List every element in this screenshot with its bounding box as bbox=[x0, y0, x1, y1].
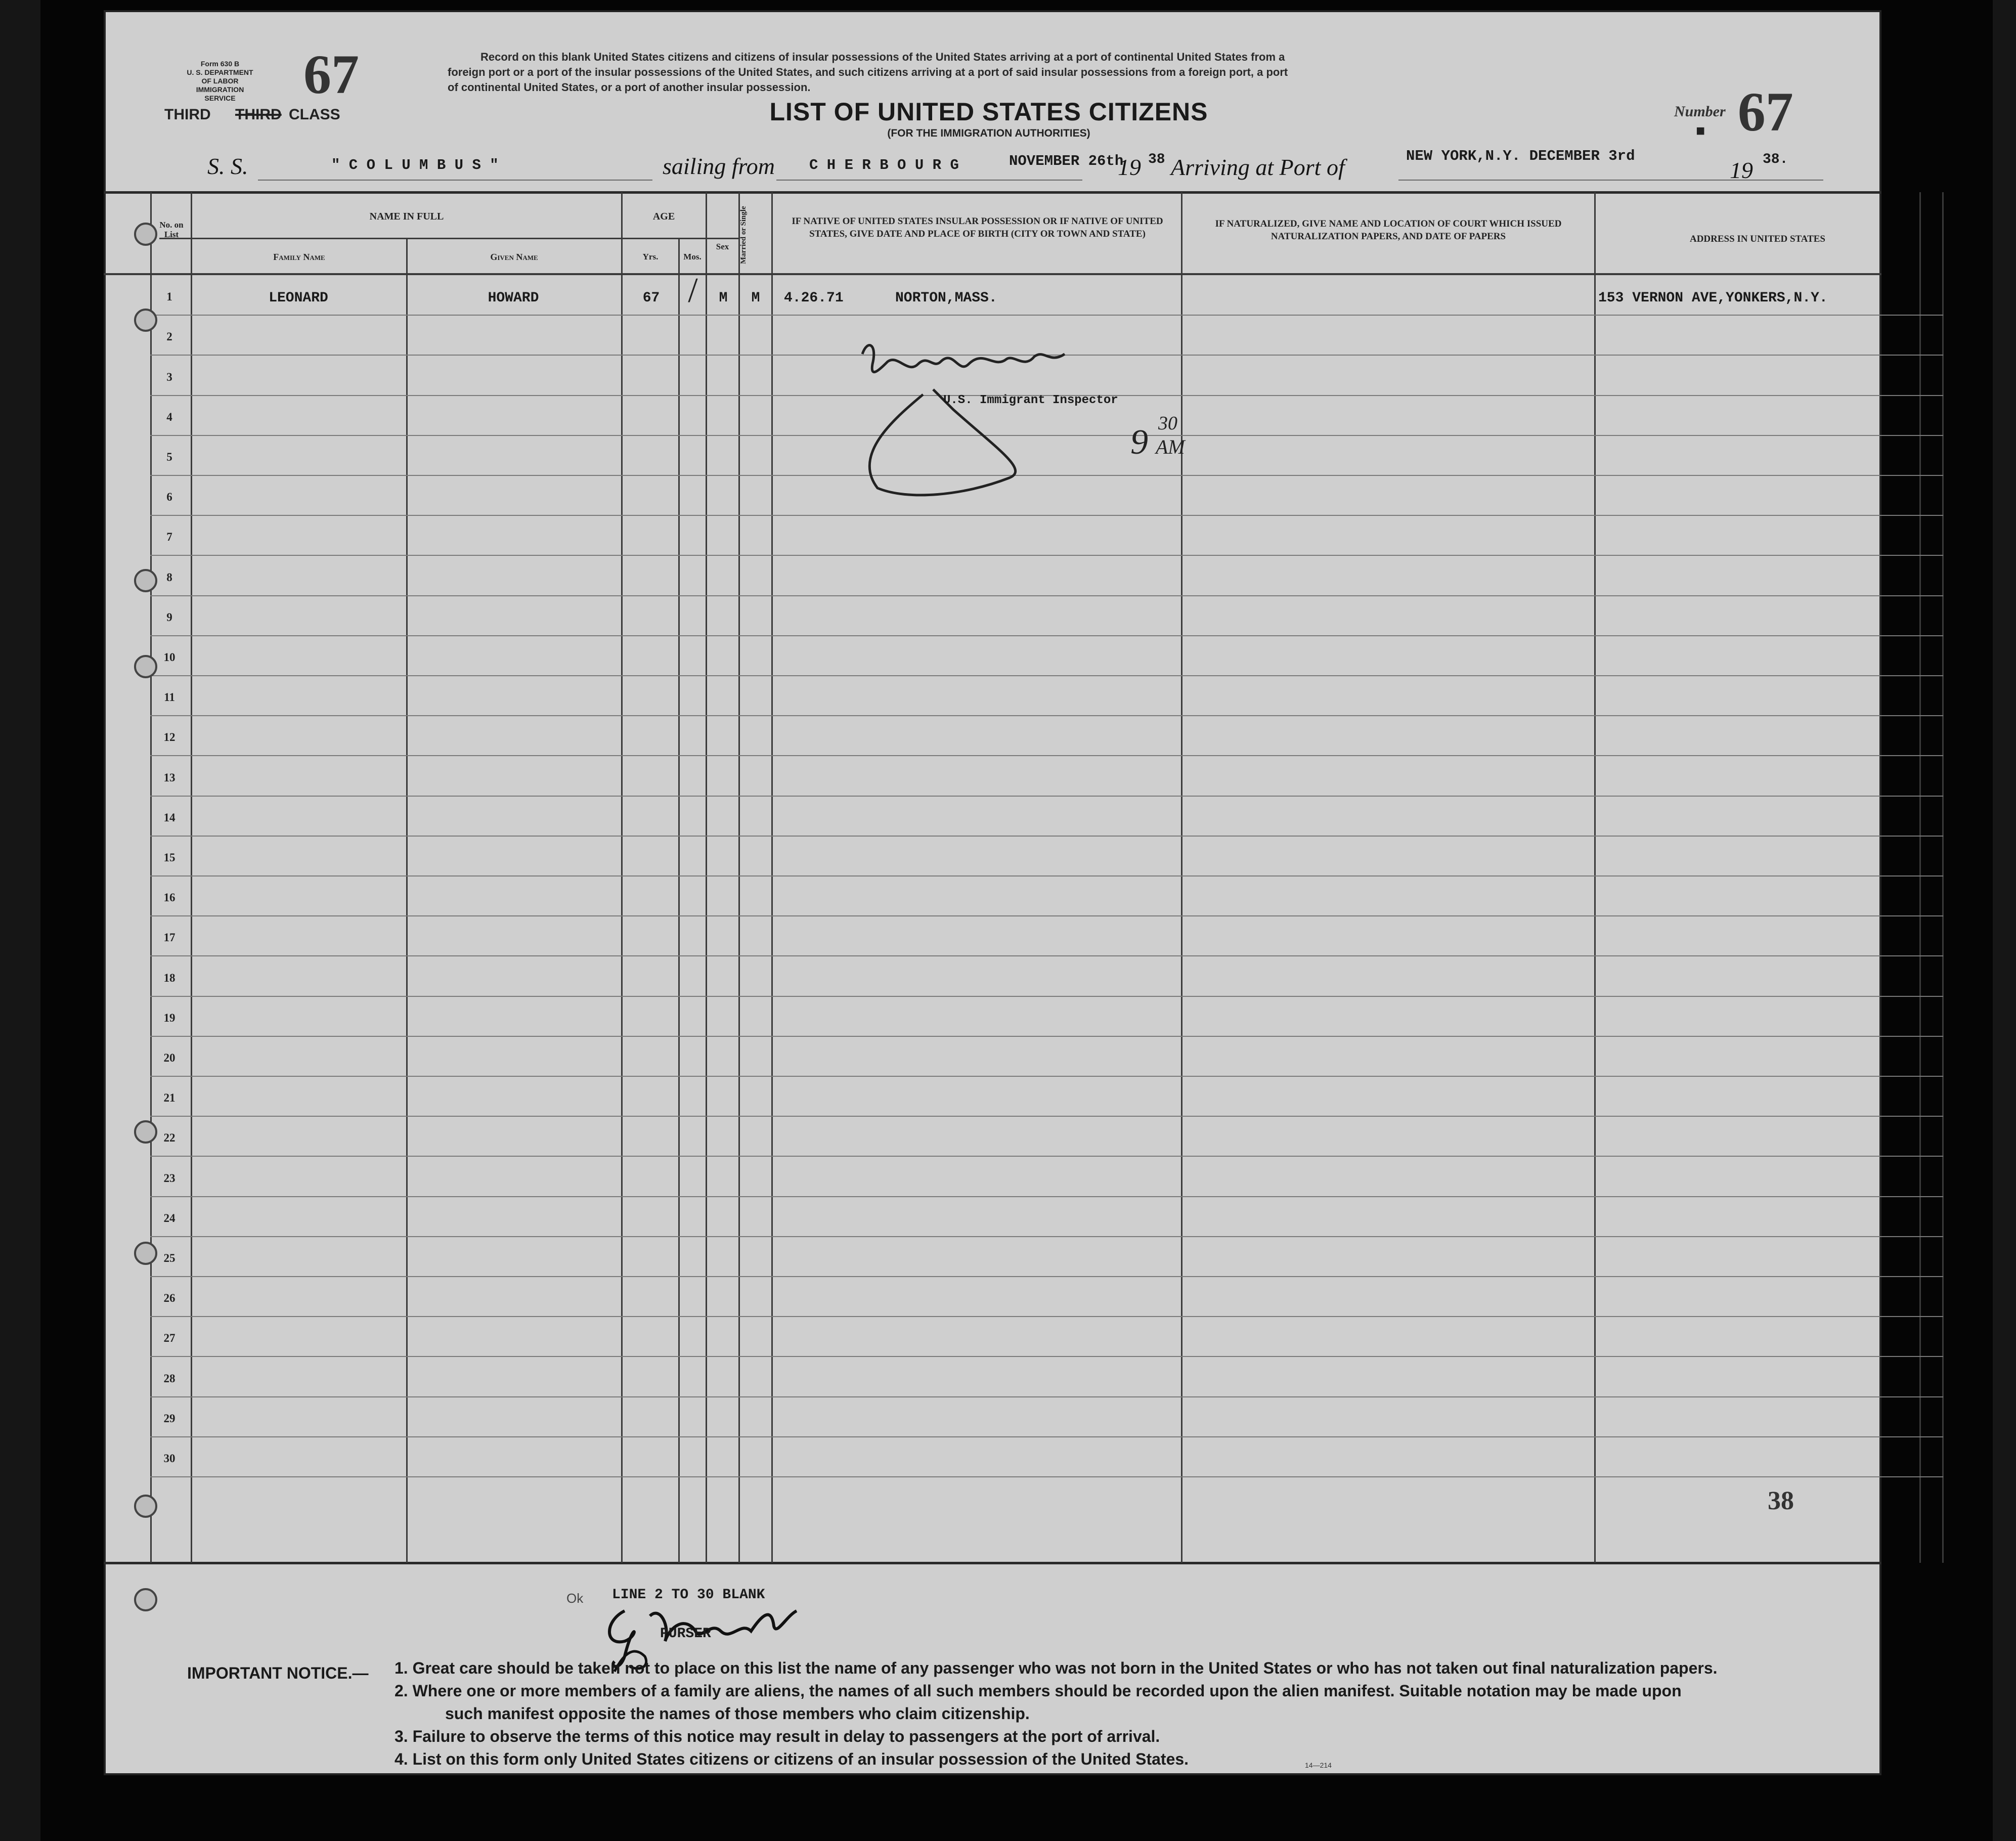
arriving-year: 38. bbox=[1763, 152, 1788, 167]
service: IMMIGRATION SERVICE bbox=[196, 85, 244, 102]
table-row bbox=[104, 876, 1945, 916]
punch-hole bbox=[134, 1120, 157, 1144]
row-number: 30 bbox=[163, 1452, 176, 1465]
struck-number-mark: ■ bbox=[1696, 122, 1705, 139]
row-number: 10 bbox=[163, 650, 176, 664]
sailing-port: C H E R B O U R G bbox=[809, 157, 959, 173]
table-row bbox=[104, 556, 1945, 596]
table-row bbox=[104, 756, 1945, 796]
row-number: 2 bbox=[166, 330, 172, 343]
table-row bbox=[104, 1037, 1945, 1077]
row-number: 22 bbox=[163, 1131, 176, 1145]
row-number: 19 bbox=[163, 1011, 176, 1024]
row-number: 28 bbox=[163, 1372, 176, 1385]
inspector-title: U.S. Immigrant Inspector bbox=[943, 393, 1118, 407]
number-value: 67 bbox=[1737, 81, 1793, 143]
punch-hole bbox=[134, 1588, 157, 1611]
cell-yrs: 67 bbox=[642, 290, 660, 306]
row-number: 20 bbox=[163, 1051, 176, 1064]
notice-item-3: 3. Failure to observe the terms of this notice may result in delay to passengers at the port of arrival. bbox=[395, 1727, 1160, 1745]
class-prefix: THIRD bbox=[164, 106, 211, 123]
col-sex: Sex bbox=[716, 242, 729, 251]
notice-item-4: 4. List on this form only United States citizens or citizens of an insular possession of the United States. bbox=[395, 1750, 1189, 1768]
col-birth: IF NATIVE OF UNITED STATES INSULAR POSSESSION OR IF NATIVE OF UNITED STATES, GIVE DATE AND PLACE OF BIRTH (CITY OR TOWN AND STATE) bbox=[792, 216, 1163, 239]
col-naturalized: IF NATURALIZED, GIVE NAME AND LOCATION OF COURT WHICH ISSUED NATURALIZATION PAPERS, AND DATE OF PAPERS bbox=[1215, 218, 1562, 242]
table-row bbox=[104, 1317, 1945, 1357]
instructions-line-1: Record on this blank United States citizens and citizens of insular possessions of the United States arriving at a port of continental United States from a bbox=[480, 51, 1285, 63]
sailing-label: sailing from bbox=[663, 153, 775, 179]
form-subtitle: (FOR THE IMMIGRATION AUTHORITIES) bbox=[887, 127, 1090, 139]
cell-given: HOWARD bbox=[488, 290, 539, 306]
col-name-group: NAME IN FULL bbox=[369, 211, 444, 222]
row-rule bbox=[150, 1476, 1943, 1477]
table-row bbox=[104, 516, 1945, 556]
sailing-year-prefix: 19 bbox=[1118, 154, 1141, 180]
table-row bbox=[104, 956, 1945, 996]
col-age: AGE bbox=[652, 211, 675, 222]
ss-label: S. S. bbox=[207, 153, 248, 179]
punch-hole bbox=[134, 569, 157, 592]
row-number: 27 bbox=[163, 1332, 176, 1345]
table-row bbox=[104, 916, 1945, 956]
table-row bbox=[104, 1077, 1945, 1117]
row-number: 9 bbox=[166, 610, 172, 624]
manifest-page bbox=[104, 10, 1881, 1775]
table-row bbox=[104, 997, 1945, 1037]
inspector-signature-graphic bbox=[832, 334, 1161, 501]
table-row bbox=[104, 797, 1945, 837]
table-row bbox=[104, 1437, 1945, 1477]
table-row bbox=[104, 837, 1945, 876]
ok-mark: Ok bbox=[566, 1591, 584, 1606]
purser-label: PURSER bbox=[660, 1626, 711, 1642]
form-dept-block bbox=[182, 60, 258, 103]
class-struck: THIRD bbox=[235, 106, 282, 123]
row-number: 16 bbox=[163, 891, 176, 904]
number-block bbox=[1674, 66, 1793, 143]
punch-hole bbox=[134, 223, 157, 246]
row-number: 7 bbox=[166, 531, 172, 544]
blank-lines-note: LINE 2 TO 30 BLANK bbox=[612, 1587, 765, 1603]
stamp-38: 38 bbox=[1768, 1486, 1794, 1515]
cell-family: LEONARD bbox=[269, 290, 328, 306]
row-number: 13 bbox=[163, 771, 176, 784]
row-number: 29 bbox=[163, 1412, 176, 1425]
ship-name: " C O L U M B U S " bbox=[331, 157, 499, 173]
cell-birth-place: NORTON,MASS. bbox=[895, 290, 997, 306]
time-hour: 9 bbox=[1130, 423, 1148, 462]
col-given-name: Given Name bbox=[490, 252, 538, 262]
col-age-yrs: Yrs. bbox=[642, 252, 659, 261]
row-number: 25 bbox=[163, 1251, 176, 1264]
col-married: Married or Single bbox=[739, 206, 748, 265]
table-row bbox=[104, 1157, 1945, 1197]
row-number: 3 bbox=[166, 370, 172, 383]
punch-hole bbox=[134, 655, 157, 678]
instructions-line-3: of continental United States, or a port of another insular possession. bbox=[448, 81, 811, 94]
sailing-year: 38 bbox=[1148, 152, 1165, 167]
row-number: 11 bbox=[164, 691, 175, 704]
table-row bbox=[104, 716, 1945, 756]
time-minutes: 30 bbox=[1158, 413, 1177, 434]
row-number: 23 bbox=[163, 1171, 176, 1185]
arriving-label: Arriving at Port of bbox=[1171, 154, 1345, 180]
table-row bbox=[104, 1197, 1945, 1237]
table-row bbox=[104, 636, 1945, 676]
notice-item-1: 1. Great care should be taken not to place on this list the name of any passenger who was not born in the United States or who has not taken out final naturalization papers. bbox=[395, 1659, 1718, 1677]
page-number-stamp: 67 bbox=[303, 43, 359, 105]
time-ampm: AM bbox=[1156, 435, 1185, 458]
row-number: 6 bbox=[166, 491, 172, 504]
cell-address: 153 VERNON AVE,YONKERS,N.Y. bbox=[1598, 290, 1828, 306]
arriving-year-prefix: 19 bbox=[1730, 157, 1753, 183]
table-row bbox=[104, 1397, 1945, 1437]
table-row bbox=[104, 1357, 1945, 1397]
col-no: No. on List bbox=[159, 220, 184, 239]
punch-hole bbox=[134, 309, 157, 332]
table-row bbox=[104, 596, 1945, 636]
arriving-port: NEW YORK,N.Y. DECEMBER 3rd bbox=[1406, 148, 1635, 164]
punch-hole bbox=[134, 1495, 157, 1518]
table-row bbox=[104, 676, 1945, 716]
class-line bbox=[164, 106, 340, 123]
row-number: 1 bbox=[166, 290, 172, 303]
table-row bbox=[104, 1117, 1945, 1157]
table-row bbox=[104, 1237, 1945, 1277]
row-number: 17 bbox=[163, 931, 176, 944]
number-label: Number bbox=[1674, 103, 1726, 120]
row-number: 21 bbox=[163, 1091, 176, 1105]
notice-item-2a: 2. Where one or more members of a family are aliens, the names of all such members should be recorded upon the alien manifest. Suitable notation may be made upon bbox=[395, 1682, 1682, 1700]
row-number: 24 bbox=[163, 1211, 176, 1224]
row-number: 26 bbox=[163, 1292, 176, 1305]
cell-sex: M bbox=[719, 290, 728, 306]
col-address: ADDRESS IN UNITED STATES bbox=[1689, 234, 1825, 244]
row-number: 14 bbox=[163, 811, 176, 824]
instructions bbox=[448, 50, 1677, 95]
row-number: 4 bbox=[166, 410, 172, 423]
table-row bbox=[104, 271, 1945, 316]
sailing-date: NOVEMBER 26th bbox=[1009, 153, 1124, 169]
notice-label: IMPORTANT NOTICE.— bbox=[187, 1664, 369, 1682]
col-family-name: Family Name bbox=[273, 252, 325, 262]
row-number: 8 bbox=[166, 571, 172, 584]
form-id: Form 630 B bbox=[200, 60, 240, 68]
row-number: 12 bbox=[163, 731, 176, 744]
row-number: 15 bbox=[163, 851, 176, 864]
class-suffix: CLASS bbox=[289, 106, 340, 123]
cell-mos: / bbox=[688, 271, 698, 310]
form-title: LIST OF UNITED STATES CITIZENS bbox=[769, 98, 1208, 126]
printer-code: 14—214 bbox=[1305, 1761, 1332, 1769]
inspector-stamp bbox=[832, 334, 1161, 501]
col-age-mos: Mos. bbox=[683, 252, 702, 261]
punch-hole bbox=[134, 1242, 157, 1265]
cell-married: M bbox=[751, 290, 760, 306]
table-row bbox=[104, 1277, 1945, 1317]
instructions-line-2: foreign port or a port of the insular possessions of the United States, and such citizens arriving at a port of said insular possessions from a foreign port, a port bbox=[448, 66, 1288, 78]
department: U. S. DEPARTMENT OF LABOR bbox=[187, 68, 253, 85]
cell-birth-date: 4.26.71 bbox=[784, 290, 844, 306]
row-number: 5 bbox=[166, 450, 172, 463]
notice-item-2b: such manifest opposite the names of those members who claim citizenship. bbox=[445, 1704, 1030, 1723]
row-number: 18 bbox=[163, 971, 176, 984]
